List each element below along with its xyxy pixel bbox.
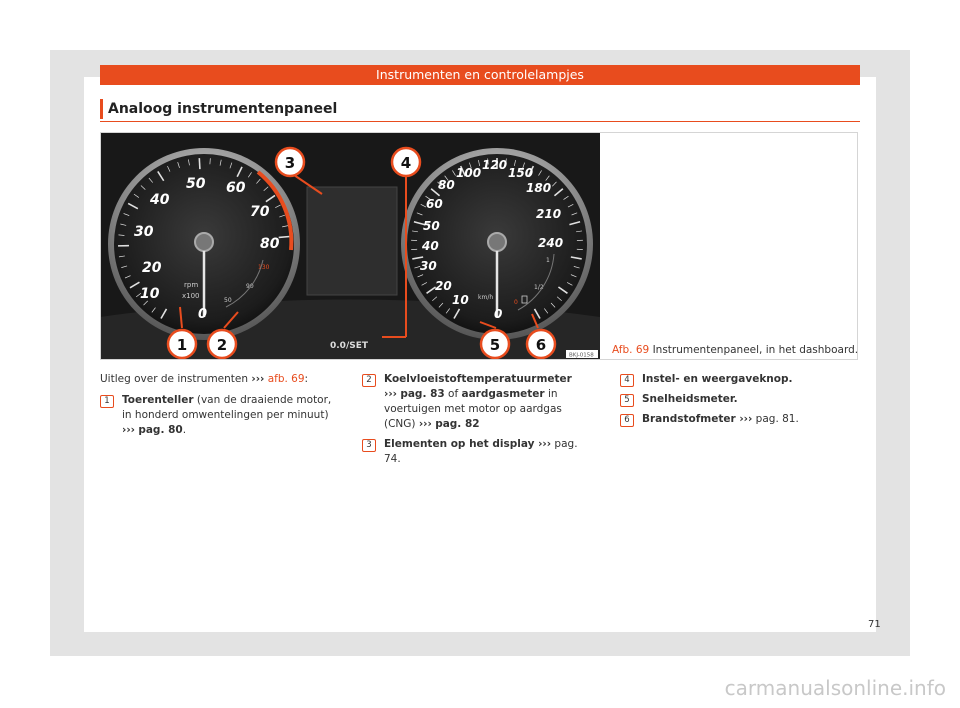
speedo-label-120: 120 bbox=[482, 158, 508, 172]
speedo-label-100: 100 bbox=[456, 166, 482, 180]
item-title-4: Instel- en weergaveknop. bbox=[642, 373, 793, 385]
tacho-label-30: 30 bbox=[134, 224, 154, 240]
tacho-unit-x100: x100 bbox=[182, 292, 200, 300]
item-text-2: in voertuigen met motor op aardgas (CNG) bbox=[384, 388, 562, 430]
callout-number-6: 6 bbox=[535, 336, 547, 354]
list-item-4 bbox=[620, 372, 850, 387]
list-item-5 bbox=[620, 392, 850, 407]
item-arrows-1: ››› bbox=[122, 424, 135, 436]
item-number-5: 5 bbox=[620, 394, 634, 407]
item-number-1: 1 bbox=[100, 395, 114, 408]
speedo-label-30: 30 bbox=[420, 259, 437, 273]
item-end-3: . bbox=[397, 453, 401, 465]
temp-label-90: 90 bbox=[246, 283, 254, 290]
tacho-label-0: 0 bbox=[198, 307, 208, 322]
section-rule bbox=[100, 121, 860, 122]
item-ref-3[interactable]: pag. 74 bbox=[384, 438, 578, 465]
section-accent bbox=[100, 99, 103, 119]
item-arrows-2b: ››› bbox=[418, 418, 432, 430]
item-number-2: 2 bbox=[362, 374, 376, 387]
item-end-1: . bbox=[182, 424, 187, 436]
speedo-label-50: 50 bbox=[423, 219, 440, 233]
item-ref-2a[interactable]: pag. 83 bbox=[400, 388, 445, 400]
tacho-label-70: 70 bbox=[250, 204, 270, 220]
callout-number-2: 2 bbox=[216, 336, 228, 354]
speedo-label-180: 180 bbox=[526, 181, 552, 195]
callout-number-5: 5 bbox=[489, 336, 501, 354]
dial-tick bbox=[279, 237, 290, 238]
figure-caption bbox=[612, 344, 858, 356]
tacho-hub bbox=[195, 233, 213, 251]
speedo-label-210: 210 bbox=[536, 207, 562, 221]
section-title: Analoog instrumentenpaneel bbox=[108, 101, 338, 117]
item-arrows-2a: ››› bbox=[384, 388, 397, 400]
instrument-panel-drawing bbox=[100, 132, 600, 360]
item-title-3: Elementen op het display bbox=[384, 438, 535, 450]
item-bold-2: aardgasmeter bbox=[461, 388, 545, 400]
temp-label-130: 130 bbox=[258, 264, 270, 271]
item-ref-1[interactable]: pag. 80 bbox=[138, 424, 183, 436]
speedo-label-60: 60 bbox=[426, 197, 443, 211]
column-3 bbox=[620, 372, 850, 432]
list-item-3 bbox=[362, 437, 592, 467]
intro-ref-link[interactable]: afb. 69 bbox=[267, 373, 305, 385]
item-title-6: Brandstofmeter bbox=[642, 413, 736, 425]
tacho-label-60: 60 bbox=[226, 180, 246, 196]
callout-number-3: 3 bbox=[284, 154, 296, 172]
speedo-hub bbox=[488, 233, 506, 251]
dial-tick bbox=[199, 158, 200, 169]
item-number-3: 3 bbox=[362, 439, 376, 452]
caption-text: Instrumentenpaneel, in het dashboard. bbox=[652, 344, 859, 356]
item-arrows-6: ››› bbox=[735, 413, 753, 425]
speedo-label-10: 10 bbox=[452, 293, 469, 307]
item-ref-6[interactable]: pag. 81 bbox=[752, 413, 796, 425]
item-ref-2b[interactable]: pag. 82 bbox=[435, 418, 480, 430]
intro-colon: : bbox=[304, 373, 309, 385]
item-number-4: 4 bbox=[620, 374, 634, 387]
tacho-label-40: 40 bbox=[150, 192, 170, 208]
item-text-1: (van de draaiende motor, in honderd omwentelingen per minuut) bbox=[122, 394, 332, 421]
item-of-2: of bbox=[444, 388, 462, 400]
tacho-label-10: 10 bbox=[140, 286, 160, 302]
tacho-label-50: 50 bbox=[186, 176, 206, 192]
tacho-unit-rpm: rpm bbox=[184, 281, 199, 289]
speedo-label-20: 20 bbox=[435, 279, 452, 293]
item-end-6: . bbox=[795, 413, 799, 425]
multifunction-display bbox=[307, 187, 397, 295]
intro-line bbox=[100, 372, 340, 387]
callout-number-1: 1 bbox=[176, 336, 188, 354]
watermark: carmanualsonline.info bbox=[724, 676, 946, 700]
temp-label-50: 50 bbox=[224, 297, 232, 304]
intro-text: Uitleg over de instrumenten bbox=[100, 373, 249, 385]
speedo-label-80: 80 bbox=[438, 178, 455, 192]
speedo-label-150: 150 bbox=[508, 166, 534, 180]
image-code: BKJ-0158 bbox=[569, 352, 594, 359]
speedo-label-0: 0 bbox=[494, 307, 503, 321]
speedo-label-40: 40 bbox=[422, 239, 439, 253]
instrument-panel-figure bbox=[100, 132, 600, 360]
callout-number-4: 4 bbox=[400, 154, 412, 172]
intro-arrows: ››› bbox=[251, 373, 265, 385]
fuel-label-empty: 0 bbox=[514, 299, 518, 306]
page-number: 71 bbox=[868, 619, 881, 630]
item-title-1: Toerenteller bbox=[122, 394, 194, 406]
list-item-2 bbox=[362, 372, 592, 432]
fuel-label-full: 1 bbox=[546, 257, 550, 264]
speedo-label-240: 240 bbox=[538, 236, 564, 250]
column-1 bbox=[100, 372, 340, 443]
set-button-label: 0.0/SET bbox=[330, 341, 368, 351]
tacho-label-80: 80 bbox=[260, 236, 280, 252]
item-arrows-3: ››› bbox=[534, 438, 552, 450]
list-item-6 bbox=[620, 412, 850, 427]
list-item-1 bbox=[100, 393, 340, 438]
item-number-6: 6 bbox=[620, 414, 634, 427]
column-2 bbox=[362, 372, 592, 472]
item-title-2: Koelvloeistoftemperatuurmeter bbox=[384, 373, 572, 385]
fuel-label-half: 1/2 bbox=[534, 284, 544, 291]
caption-ref: Afb. 69 bbox=[612, 344, 650, 356]
speedo-unit: km/h bbox=[478, 294, 494, 301]
item-title-5: Snelheidsmeter. bbox=[642, 393, 738, 405]
tacho-label-20: 20 bbox=[142, 260, 162, 276]
chapter-header: Instrumenten en controlelampjes bbox=[100, 65, 860, 85]
